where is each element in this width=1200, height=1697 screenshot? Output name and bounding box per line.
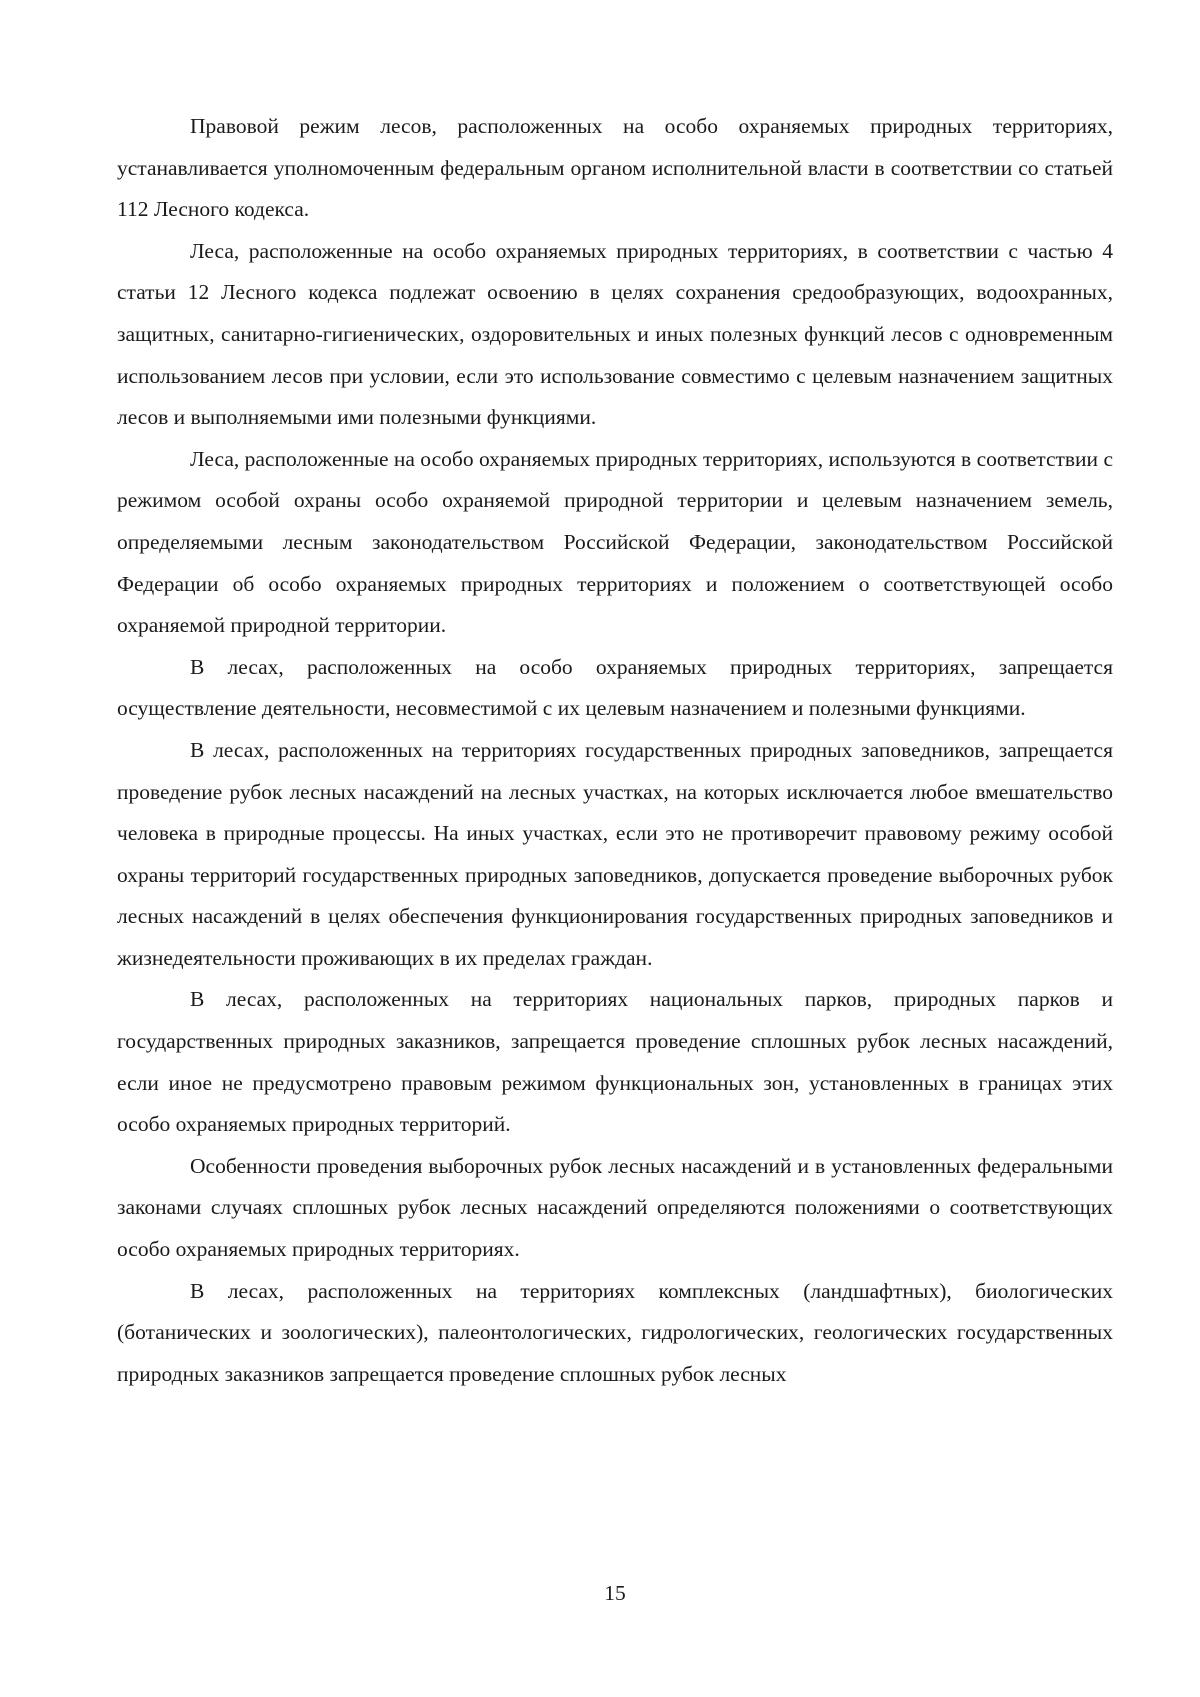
paragraph-5: В лесах, расположенных на территориях государственных природных заповедников, запрещается проведение рубок лесных насаждений на лесных участках, на которых исключается любое вмешательство человека в природные процессы. На иных участках, если это не противоречит правовому режиму особой охраны территорий государственных природных заповедников, допускается проведение выборочных рубок лесных насаждений в целях обеспечения функционирования государственных природных заповедников и жизнедеятельности проживающих в их пределах граждан. <box>117 737 1113 970</box>
paragraph-4: В лесах, расположенных на особо охраняемых природных территориях, запрещается осуществление деятельности, несовместимой с их целевым назначением и полезными функциями. <box>117 654 1113 721</box>
paragraph-8: В лесах, расположенных на территориях комплексных (ландшафтных), биологических (ботанических и зоологических), палеонтологических, гидрологических, геологических государственных природных заказников запрещается проведение сплошных рубок лесных <box>117 1278 1113 1386</box>
paragraph-2: Леса, расположенные на особо охраняемых природных территориях, в соответствии с частью 4 статьи 12 Лесного кодекса подлежат освоению в целях сохранения средообразующих, водоохранных, защитных, санитарно-гигиенических, оздоровительных и иных полезных функций лесов с одновременным использованием лесов при условии, если это использование совместимо с целевым назначением защитных лесов и выполняемыми ими полезными функциями. <box>117 238 1113 430</box>
paragraph-7: Особенности проведения выборочных рубок лесных насаждений и в установленных федеральными законами случаях сплошных рубок лесных насаждений определяются положениями о соответствующих особо охраняемых природных территориях. <box>117 1153 1113 1262</box>
page-number: 15 <box>604 1581 626 1605</box>
paragraph-3: Леса, расположенные на особо охраняемых природных территориях, используются в соответствии с режимом особой охраны особо охраняемой природной территории и целевым назначением земель, определяемыми лесным законодательством Российской Федерации, законодательством Российской Федерации об особо охраняемых природных территориях и положением о соответствующей особо охраняемой природной территории. <box>117 446 1113 638</box>
paragraph-6: В лесах, расположенных на территориях национальных парков, природных парков и государственных природных заказников, запрещается проведение сплошных рубок лесных насаждений, если иное не предусмотрено правовым режимом функциональных зон, установленных в границах этих особо охраняемых природных территорий. <box>117 987 1113 1137</box>
document-body <box>117 106 1113 1395</box>
paragraph-1: Правовой режим лесов, расположенных на особо охраняемых природных территориях, устанавливается уполномоченным федеральным органом исполнительной власти в соответствии со статьей 112 Лесного кодекса. <box>117 114 1113 222</box>
